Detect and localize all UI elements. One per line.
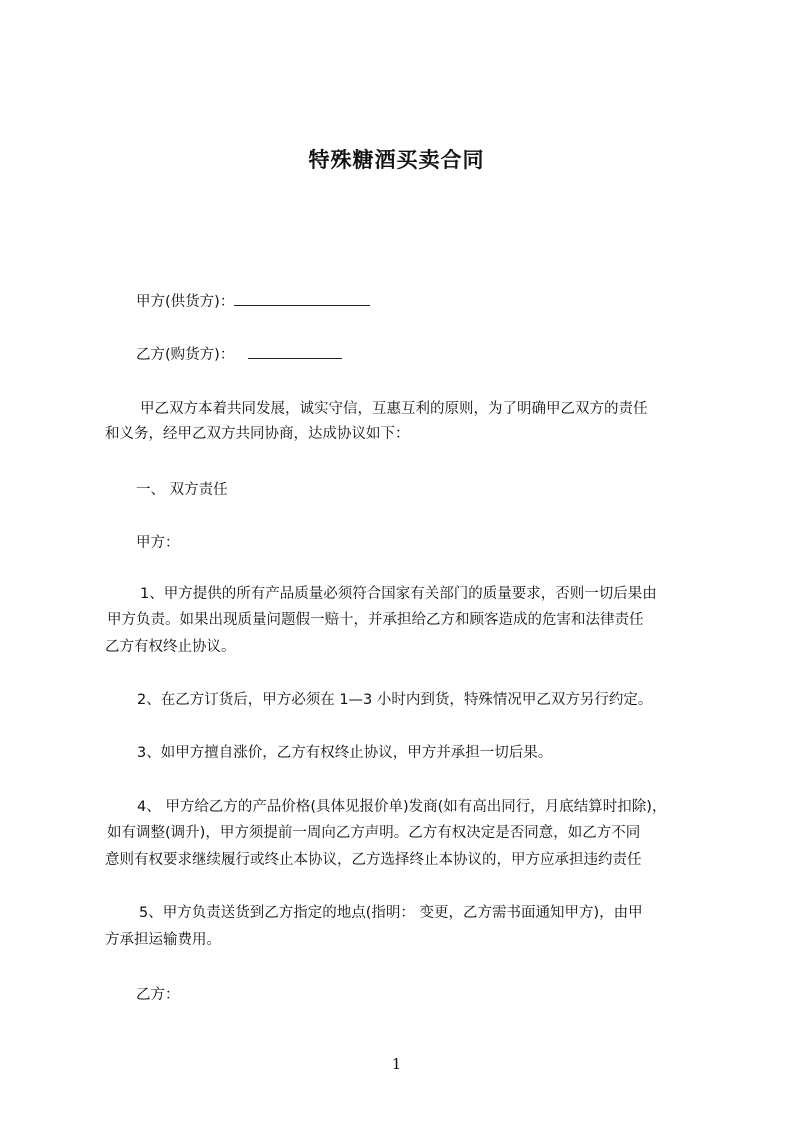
clause-4-line-3: 意则有权要求继续履行或终止本协议，乙方选择终止本协议的，甲方应承担违约责任 (105, 852, 642, 868)
intro-line-1: 甲乙双方本着共同发展，诚实守信，互惠互利的原则，为了明确甲乙双方的责任 (140, 401, 648, 417)
clause-2: 2、在乙方订货后，甲方必须在 1—3 小时内到货，特殊情况甲乙双方另行约定。 (137, 692, 653, 708)
clause-3: 3、如甲方擅自涨价，乙方有权终止协议，甲方并承担一切后果。 (137, 745, 553, 761)
party-a-label: 甲方(供货方)： (136, 294, 235, 310)
clause-1-line-1: 1、甲方提供的所有产品质量必须符合国家有关部门的质量要求，否则一切后果由 (140, 586, 657, 602)
party-b-blank[interactable] (248, 344, 342, 359)
contract-title: 特殊糖酒买卖合同 (308, 148, 485, 172)
party-b-line (136, 344, 342, 365)
party-a-heading: 甲方： (136, 535, 180, 551)
clause-4-line-1: 4、 甲方给乙方的产品价格(具体见报价单)发商(如有高出同行，月底结算时扣除)， (137, 799, 667, 815)
page-number: 1 (391, 1055, 402, 1073)
clause-4-line-2: 如有调整(调升)，甲方须提前一周向乙方声明。乙方有权决定是否同意，如乙方不同 (107, 825, 641, 841)
clause-5-line-1: 5、甲方负责送货到乙方指定的地点(指明： 变更，乙方需书面通知甲方)，由甲 (139, 905, 643, 921)
clause-1-line-2: 甲方负责。如果出现质量问题假一赔十，并承担给乙方和顾客造成的危害和法律责任 (107, 612, 644, 628)
party-a-line (136, 291, 370, 312)
intro-line-2: 和义务，经甲乙双方共同协商，达成协议如下： (105, 426, 410, 442)
clause-1-line-3: 乙方有权终止协议。 (105, 639, 236, 655)
party-a-blank[interactable] (234, 291, 370, 306)
clause-5-line-2: 方承担运输费用。 (105, 932, 221, 948)
party-b-label: 乙方(购货方)： (136, 347, 235, 363)
section-1-heading: 一、 双方责任 (136, 482, 228, 498)
party-b-heading: 乙方： (136, 987, 180, 1003)
